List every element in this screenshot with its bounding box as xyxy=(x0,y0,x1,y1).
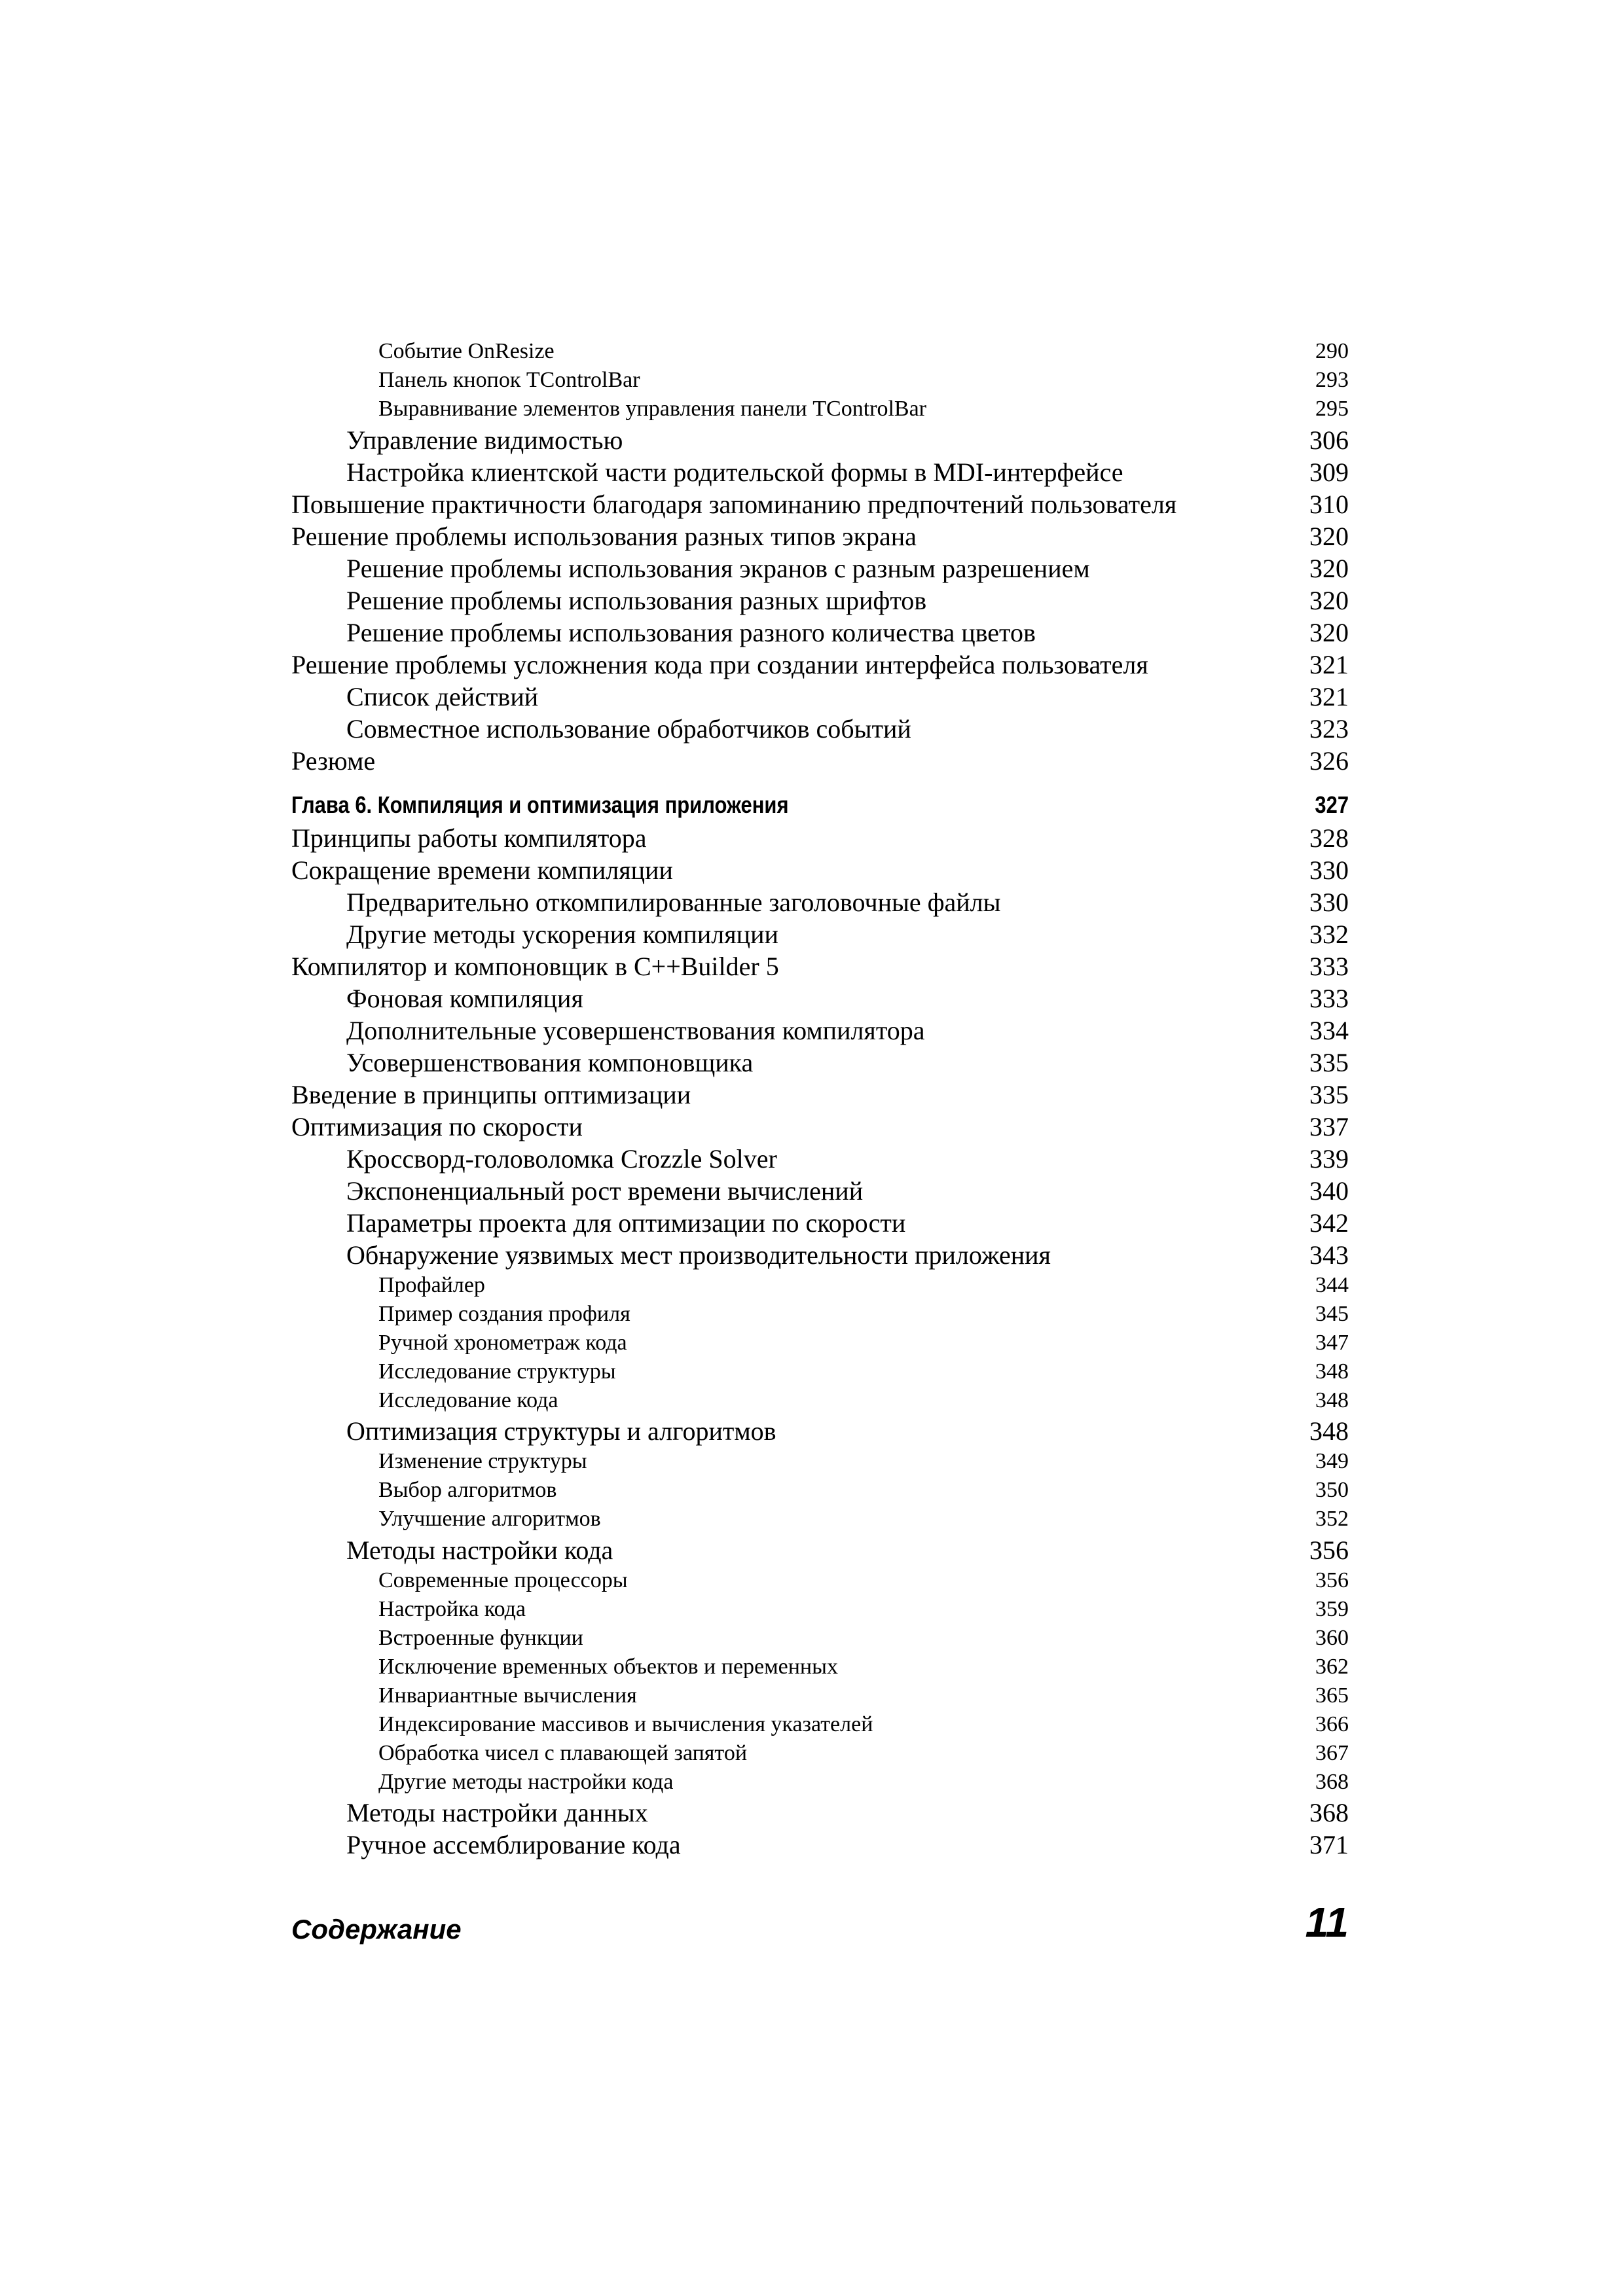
running-footer-title: Содержание xyxy=(291,1914,462,1945)
toc-entry-title: Событие OnResize xyxy=(378,339,555,363)
toc-entry-page: 321 xyxy=(1309,650,1349,679)
toc-entry-title: Фоновая компиляция xyxy=(346,984,583,1013)
toc-entry-title: Решение проблемы использования экранов с разным разрешением xyxy=(346,554,1090,583)
toc-entry-title: Исследование структуры xyxy=(378,1359,616,1384)
toc-entry-title: Инвариантные вычисления xyxy=(378,1683,637,1708)
toc-entry-page: 330 xyxy=(1309,855,1349,885)
toc-entry-page: 320 xyxy=(1309,522,1349,551)
toc-entry-title: Дополнительные усовершенствования компилятора xyxy=(346,1016,925,1045)
toc-entry-page: 368 xyxy=(1309,1798,1349,1827)
toc-entry-page: 367 xyxy=(1315,1741,1349,1765)
toc-entry-page: 344 xyxy=(1315,1273,1349,1297)
toc-entry-page: 348 xyxy=(1315,1359,1349,1384)
toc-entry-page: 356 xyxy=(1315,1568,1349,1592)
toc-entry-page: 293 xyxy=(1315,368,1349,392)
toc-entry-title: Управление видимостью xyxy=(346,425,623,455)
toc-entry-title: Совместное использование обработчиков событий xyxy=(346,714,911,744)
toc-entry-title: Кроссворд-головоломка Crozzle Solver xyxy=(346,1144,777,1174)
toc-entry-title: Обнаружение уязвимых мест производительности приложения xyxy=(346,1240,1051,1270)
toc-entry-title: Предварительно откомпилированные заголовочные файлы xyxy=(346,888,1001,917)
toc-entry-title: Сокращение времени компиляции xyxy=(291,855,673,885)
toc-entry-title: Оптимизация по скорости xyxy=(291,1112,583,1141)
toc-entry-page: 366 xyxy=(1315,1712,1349,1736)
toc-entry-title: Настройка кода xyxy=(378,1597,526,1621)
toc-entry-title: Резюме xyxy=(291,746,376,776)
toc-entry-page: 320 xyxy=(1309,554,1349,583)
toc-entry-title: Индексирование массивов и вычисления указателей xyxy=(378,1712,873,1736)
toc-entry-title: Выравнивание элементов управления панели TControlBar xyxy=(378,397,927,421)
toc-entry-page: 359 xyxy=(1315,1597,1349,1621)
toc-entry-title: Методы настройки кода xyxy=(346,1535,613,1565)
toc-entry-page: 349 xyxy=(1315,1449,1349,1473)
page-footer xyxy=(291,1898,1349,1950)
toc-entry-title: Пример создания профиля xyxy=(378,1302,630,1326)
toc-entry-page: 350 xyxy=(1315,1478,1349,1502)
toc-entry-page: 320 xyxy=(1309,586,1349,615)
toc-entry-page: 309 xyxy=(1309,457,1349,487)
toc-entry-page: 360 xyxy=(1315,1626,1349,1650)
toc-entry-page: 327 xyxy=(1315,791,1349,818)
toc-entry-page: 323 xyxy=(1309,714,1349,744)
toc-entry-page: 310 xyxy=(1309,490,1349,519)
toc-entry-page: 335 xyxy=(1309,1080,1349,1109)
toc-entry-title: Выбор алгоритмов xyxy=(378,1478,557,1502)
toc-entry-title: Оптимизация структуры и алгоритмов xyxy=(346,1416,776,1446)
toc-entry-page: 368 xyxy=(1315,1770,1349,1794)
toc-entry-page: 332 xyxy=(1309,920,1349,949)
toc-entry-page: 339 xyxy=(1309,1144,1349,1174)
toc-entry-title: Ручной хронометраж кода xyxy=(378,1331,627,1355)
toc-entry-page: 333 xyxy=(1309,952,1349,981)
toc-entry-title: Исследование кода xyxy=(378,1388,558,1412)
toc-entry-title: Решение проблемы использования разных типов экрана xyxy=(291,522,917,551)
toc-entry-page: 290 xyxy=(1315,339,1349,363)
toc-entry-title: Ручное ассемблирование кода xyxy=(346,1830,681,1859)
toc-entry-title: Параметры проекта для оптимизации по скорости xyxy=(346,1208,906,1238)
toc-entry-title: Экспоненциальный рост времени вычислений xyxy=(346,1176,864,1206)
toc-entry-title: Профайлер xyxy=(378,1273,485,1297)
toc-entry-title: Другие методы ускорения компиляции xyxy=(346,920,778,949)
toc-entry-title: Изменение структуры xyxy=(378,1449,587,1473)
toc-entry-page: 371 xyxy=(1309,1830,1349,1859)
toc-entry-title: Список действий xyxy=(346,682,539,711)
toc-entry-title: Глава 6. Компиляция и оптимизация приложения xyxy=(291,791,789,818)
toc-entry-page: 340 xyxy=(1309,1176,1349,1206)
toc-entry-page: 343 xyxy=(1309,1240,1349,1270)
toc-entry-page: 365 xyxy=(1315,1683,1349,1708)
toc-entry-page: 356 xyxy=(1309,1535,1349,1565)
toc-entry-title: Решение проблемы использования разных шрифтов xyxy=(346,586,927,615)
toc-entry-page: 295 xyxy=(1315,397,1349,421)
toc-entry-page: 328 xyxy=(1309,823,1349,853)
page-number: 11 xyxy=(1305,1899,1349,1946)
toc-entry-page: 330 xyxy=(1309,888,1349,917)
toc-entry-page: 352 xyxy=(1315,1507,1349,1531)
toc-entry-title: Решение проблемы использования разного количества цветов xyxy=(346,618,1036,647)
toc-entry-title: Принципы работы компилятора xyxy=(291,823,647,853)
toc-entry-page: 335 xyxy=(1309,1048,1349,1077)
toc-entry-title: Обработка чисел с плавающей запятой xyxy=(378,1741,748,1765)
toc-entry-page: 337 xyxy=(1309,1112,1349,1141)
toc-entry-title: Встроенные функции xyxy=(378,1626,583,1650)
toc-entry-page: 342 xyxy=(1309,1208,1349,1238)
toc-entry-title: Исключение временных объектов и переменных xyxy=(378,1655,838,1679)
toc-entry-page: 326 xyxy=(1309,746,1349,776)
toc-entry-page: 320 xyxy=(1309,618,1349,647)
toc-entry-title: Усовершенствования компоновщика xyxy=(346,1048,754,1077)
toc-entry-page: 347 xyxy=(1315,1331,1349,1355)
toc-entry-page: 306 xyxy=(1309,425,1349,455)
toc-entry-page: 321 xyxy=(1309,682,1349,711)
toc-entry-title: Методы настройки данных xyxy=(346,1798,648,1827)
toc-entry-page: 334 xyxy=(1309,1016,1349,1045)
toc-entry-title: Компилятор и компоновщик в C++Builder 5 xyxy=(291,952,779,981)
toc-entry-title: Современные процессоры xyxy=(378,1568,628,1592)
toc-entry-page: 362 xyxy=(1315,1655,1349,1679)
toc-entry-title: Улучшение алгоритмов xyxy=(378,1507,601,1531)
toc-entry-page: 348 xyxy=(1309,1416,1349,1446)
toc-entry-title: Повышение практичности благодаря запоминанию предпочтений пользователя xyxy=(291,490,1177,519)
toc-entry-title: Введение в принципы оптимизации xyxy=(291,1080,691,1109)
toc-entry-title: Панель кнопок TControlBar xyxy=(378,368,640,392)
toc-entry-page: 333 xyxy=(1309,984,1349,1013)
toc-entry-page: 345 xyxy=(1315,1302,1349,1326)
toc-entry-title: Решение проблемы усложнения кода при создании интерфейса пользователя xyxy=(291,650,1148,679)
toc-entry-title: Другие методы настройки кода xyxy=(378,1770,674,1794)
toc-entry-page: 348 xyxy=(1315,1388,1349,1412)
toc-entry-title: Настройка клиентской части родительской формы в MDI-интерфейсе xyxy=(346,457,1123,487)
